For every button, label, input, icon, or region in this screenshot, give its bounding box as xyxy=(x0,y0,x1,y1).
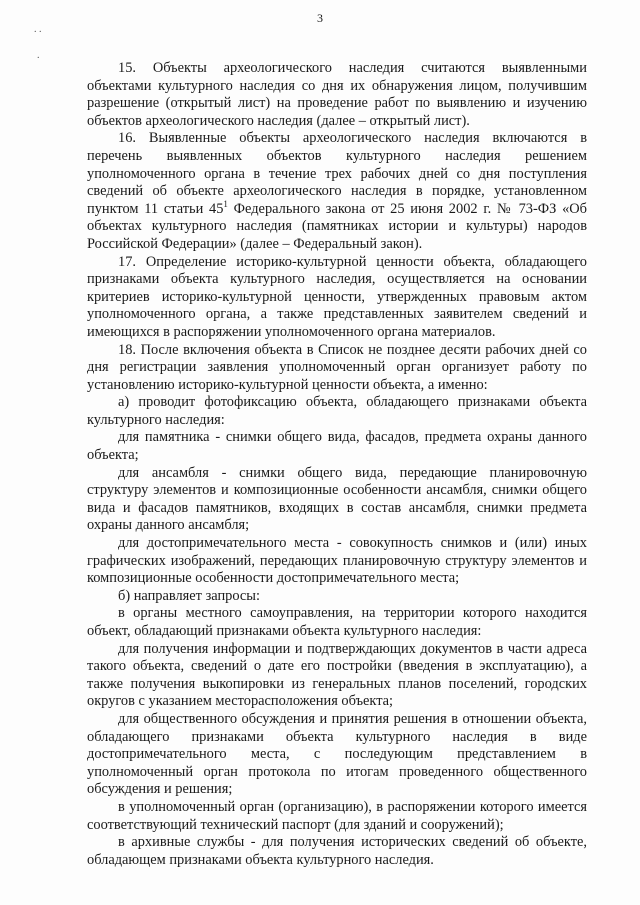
item-ensemble: для ансамбля - снимки общего вида, передающие планировочную структуру элементов и композиционные особенности ансамбля, снимки общего вида и фасадов памятников, входящих в состав ансамбля, снимки предмета охраны данного ансамбля; xyxy=(87,464,587,534)
subitem-b: б) направляет запросы: xyxy=(118,587,260,604)
item-archives: в архивные службы - для получения исторических сведений об объекте, обладающем признаками объекта культурного наследия. xyxy=(87,834,587,868)
subitem-a: а) проводит фотофиксацию объекта, обладающего признаками объекта культурного наследия: xyxy=(87,394,587,428)
paragraph-16-part-1: 16. Выявленные объекты археологического наследия включаются в перечень выявленных объектов культурного наследия решением уполномоченного органа в течение трех рабочих дней со дня поступления сведений об объекте археологического наследия в порядке, установленном пунктом 11 статьи 45 xyxy=(87,130,587,217)
item-authorized-body: в уполномоченный орган (организацию), в распоряжении которого имеется соответствующий технический паспорт (для зданий и сооружений); xyxy=(87,798,587,833)
paragraph-18: 18. После включения объекта в Список не позднее десяти рабочих дней со дня регистрации заявления уполномоченный орган организует работу по установлению историко-культурной ценности объекта, а именно: xyxy=(87,341,587,393)
item-local-government: в органы местного самоуправления, на территории которого находится объект, обладающий признаками объекта культурного наследия: xyxy=(87,605,587,639)
paragraph-16 xyxy=(87,130,587,253)
paragraph-16-part-2: Федерального закона от 25 июня 2002 г. № 73-ФЗ «Об объектах культурного наследия (памятниках истории и культуры) народов Российской Федерации» (далее – Федеральный закон). xyxy=(87,200,587,252)
item-obtaining-info: для получения информации и подтверждающих документов в части адреса такого объекта, сведений о дате его постройки (введения в эксплуатацию), а также получения выкопировки из генеральных планов поселений, городских округов с указанием месторасположения объекта; xyxy=(87,640,587,710)
item-monument: для памятника - снимки общего вида, фасадов, предмета охраны данного объекта; xyxy=(87,429,587,464)
item-public-discussion: для общественного обсуждения и принятия решения в отношении объекта, обладающего признаками объекта культурного наследия в виде достопримечательного места, с последующим представлением в уполномоченный орган протокола по итогам проведенного общественного обсуждения и решения; xyxy=(87,710,587,798)
paragraph-17: 17. Определение историко-культурной ценности объекта, обладающего признаками объекта культурного наследия, осуществляется на основании критериев историко-культурной ценности, утвержденных правовым актом уполномоченного органа, а также представленных заявителем сведений и имеющихся в распоряжении уполномоченного органа материалов. xyxy=(87,253,587,340)
paragraph-15: 15. Объекты археологического наследия считаются выявленными объектами культурного наследия со дня их обнаружения лицом, получившим разрешение (открытый лист) на проведение работ по выявлению и изучению объектов археологического наследия (далее – открытый лист). xyxy=(87,60,587,129)
item-landmark: для достопримечательного места - совокупность снимков и (или) иных графических изображений, передающих планировочную структуру элементов и композиционные особенности достопримечательного места; xyxy=(87,535,587,587)
margin-mark-mid: . xyxy=(37,50,40,61)
article-superscript: 1 xyxy=(223,198,228,209)
margin-mark-top: . . xyxy=(34,24,42,35)
page-number: 3 xyxy=(317,11,323,25)
body-text xyxy=(87,60,587,869)
